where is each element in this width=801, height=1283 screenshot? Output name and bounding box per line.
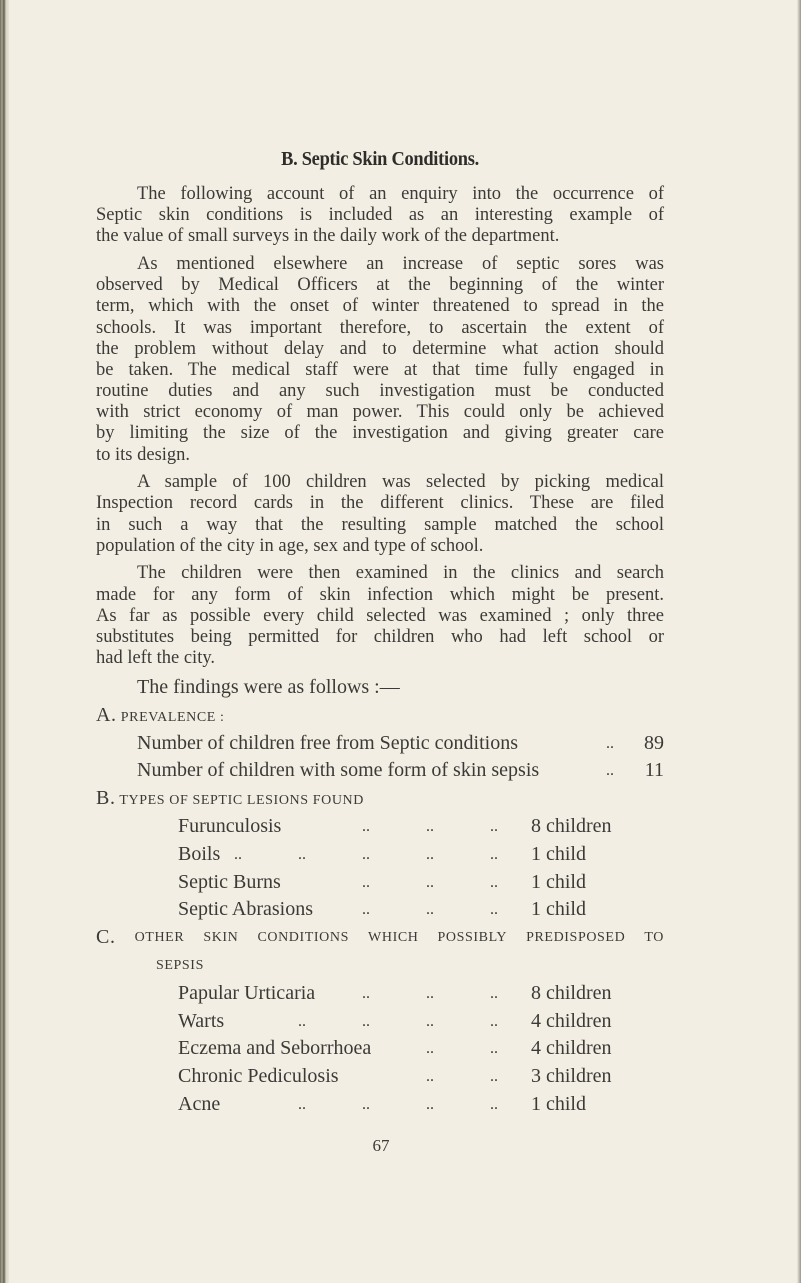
row-label: Number of children with some form of skin sepsis <box>137 759 540 782</box>
leader-dots: .. <box>490 1012 498 1030</box>
leader-dots: .. <box>606 734 614 752</box>
section-title-word: SKIN <box>203 930 239 946</box>
text-line: As mentioned elsewhere an increase of septic sores was <box>137 253 664 274</box>
text-line: the value of small surveys in the daily work of the department. <box>96 226 560 247</box>
text-line: in such a way that the resulting sample matched the school <box>96 514 664 535</box>
text-line: had left the city. <box>96 648 216 669</box>
row-value: 1 child <box>531 1092 586 1115</box>
row-value: 1 child <box>531 870 586 893</box>
section-title-word: WHICH <box>368 930 419 946</box>
lesion-row <box>96 869 664 897</box>
leader-dots: .. <box>362 845 370 863</box>
text-line: A sample of 100 children was selected by picking medical <box>137 472 664 493</box>
leader-dots: .. <box>362 901 370 919</box>
section-letter: C. <box>96 926 116 949</box>
text-line: term, which with the onset of winter threatened to spread in the <box>96 296 664 317</box>
text-line: The children were then examined in the clinics and search <box>137 563 664 584</box>
section-title-word: PREDISPOSED <box>526 930 626 946</box>
row-label: Acne <box>178 1092 221 1115</box>
leader-dots: .. <box>426 845 434 863</box>
text-line: population of the city in age, sex and type of school. <box>96 535 484 556</box>
row-label: Warts <box>178 1009 225 1032</box>
body-text <box>96 184 664 676</box>
section-c-heading <box>96 924 664 952</box>
paragraph <box>96 254 664 466</box>
row-value: 8 children <box>531 981 612 1004</box>
row-label: Septic Burns <box>178 870 281 893</box>
lesion-row <box>96 1091 664 1119</box>
text-line: made for any form of skin infection which might be present. <box>96 584 664 605</box>
leader-dots: .. <box>362 1095 370 1113</box>
leader-dots: .. <box>490 1095 498 1113</box>
row-label: Number of children free from Septic conditions <box>137 731 518 754</box>
findings-intro: The findings were as follows :— <box>137 676 400 698</box>
findings <box>96 674 664 1119</box>
leader-dots: .. <box>362 984 370 1002</box>
leader-dots: .. <box>490 984 498 1002</box>
section-title: TYPES OF SEPTIC LESIONS FOUND <box>119 793 364 809</box>
lesion-row <box>96 841 664 869</box>
row-value: 8 children <box>531 814 612 837</box>
text-line: Inspection record cards in the different clinics. These are filed <box>96 493 664 514</box>
text-line: be taken. The medical staff were at that time fully engaged in <box>96 359 664 380</box>
leader-dots: .. <box>298 1095 306 1113</box>
lesion-row <box>96 813 664 841</box>
leader-dots: .. <box>490 817 498 835</box>
leader-dots: .. <box>490 901 498 919</box>
lesion-row <box>96 1035 664 1063</box>
section-letter: B. <box>96 787 116 810</box>
leader-dots: .. <box>426 901 434 919</box>
row-value: 4 children <box>531 1037 612 1060</box>
section-title: PREVALENCE : <box>120 709 225 725</box>
text-line: schools. It was important therefore, to ascertain the extent of <box>96 317 664 338</box>
row-label: Septic Abrasions <box>178 898 313 921</box>
text-line: substitutes being permitted for children who had left school or <box>96 626 664 647</box>
row-value: 4 children <box>531 1009 612 1032</box>
leader-dots: .. <box>426 817 434 835</box>
paragraph <box>96 472 664 557</box>
paragraph <box>96 184 664 248</box>
row-value: 1 child <box>531 898 586 921</box>
row-value: 1 child <box>531 842 586 865</box>
leader-dots: .. <box>426 873 434 891</box>
row-value: 3 children <box>531 1065 612 1088</box>
row-label: Papular Urticaria <box>178 981 316 1004</box>
page-edge <box>797 0 801 1283</box>
leader-dots: .. <box>362 1012 370 1030</box>
lesion-row <box>96 1008 664 1036</box>
text-line: Septic skin conditions is included as an interesting example of <box>96 205 664 226</box>
prevalence-row <box>96 757 664 785</box>
section-a-heading <box>96 702 664 730</box>
row-label: Boils <box>178 842 221 865</box>
text-line: to its design. <box>96 444 191 465</box>
row-value: 11 <box>644 759 664 782</box>
leader-dots: .. <box>490 845 498 863</box>
leader-dots: .. <box>362 873 370 891</box>
leader-dots: .. <box>426 1095 434 1113</box>
leader-dots: .. <box>490 1040 498 1058</box>
section-c-title-continued: SEPSIS <box>156 957 204 973</box>
text-line: As far as possible every child selected was examined ; only three <box>96 605 664 626</box>
row-label: Furunculosis <box>178 814 282 837</box>
leader-dots: .. <box>426 1068 434 1086</box>
section-title-word: TO <box>644 930 664 946</box>
section-heading: B. Septic Skin Conditions. <box>281 148 479 170</box>
leader-dots: .. <box>362 817 370 835</box>
section-b-heading <box>96 785 664 813</box>
text-line: with strict economy of man power. This could only be achieved <box>96 402 664 423</box>
section-title-word: OTHER <box>134 930 185 946</box>
lesion-row <box>96 1063 664 1091</box>
section-title-word: CONDITIONS <box>257 930 349 946</box>
leader-dots: .. <box>298 1012 306 1030</box>
row-label: Chronic Pediculosis <box>178 1065 339 1088</box>
section-title-word: POSSIBLY <box>437 930 508 946</box>
lesion-row <box>96 896 664 924</box>
leader-dots: .. <box>234 845 242 863</box>
row-label: Eczema and Seborrhoea <box>178 1037 372 1060</box>
leader-dots: .. <box>298 845 306 863</box>
lesion-row <box>96 980 664 1008</box>
leader-dots: .. <box>426 1040 434 1058</box>
leader-dots: .. <box>490 1068 498 1086</box>
book-binding-edge <box>0 0 9 1283</box>
text-line: The following account of an enquiry into the occurrence of <box>137 184 664 204</box>
text-line: by limiting the size of the investigation and giving greater care <box>96 423 664 444</box>
leader-dots: .. <box>606 762 614 780</box>
leader-dots: .. <box>426 1012 434 1030</box>
row-value: 89 <box>644 731 664 754</box>
prevalence-row <box>96 730 664 758</box>
text-line: the problem without delay and to determine what action should <box>96 338 664 359</box>
text-line: routine duties and any such investigation must be conducted <box>96 381 664 402</box>
leader-dots: .. <box>490 873 498 891</box>
text-line: observed by Medical Officers at the beginning of the winter <box>96 275 664 296</box>
section-letter: A. <box>96 703 117 726</box>
leader-dots: .. <box>426 984 434 1002</box>
paragraph <box>96 563 664 669</box>
page-number: 67 <box>372 1136 390 1155</box>
